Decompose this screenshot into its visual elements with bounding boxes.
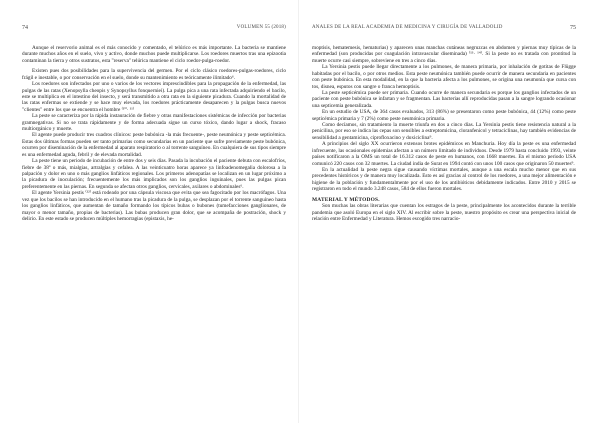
page-gutter [298,0,299,423]
paragraph: En la actualidad la peste negra sigue causando víctimas mortales, aunque a una escala mucho menor que en sus precedentes históricos y de manera muy localizada. Esto es así gracias al control de los roedores, a una mejor alimentación e higiene de la población y fundamentalmente por el uso de los antibióticos debidamente indicados. Entre 2010 y 2015 se registraron en todo el mundo 3.248 casos, 584 de ellos fueron mortales. [312,167,576,193]
paragraph: moptisis, hematemesis, hematurias) y aparecen unas manchas cutáneas negruzcas en abdomen y piernas muy típicas de la enfermedad (son producidas por coagulación intravascular diseminada) ⁽¹³· ¹⁴⁾. Si la peste no es tratada con prontitud la muerte ocurre casi siempre, sobreviene en tres a cinco días. [312,45,576,64]
right-page-body [312,45,576,222]
paragraph: A principios del siglo XX ocurrieron extensos brotes epidémicos en Manchuria. Hoy día la peste es una enfermedad infrecuente, las ocasionales epidemias afectan a un número limitado de individuos. Desde 1979 hasta concluido 1993, veinte países notificaron a la OMS un total de 16.312 casos de peste en humanos, con 1668 muertes. En el mismo periodo USA comunicó 220 casos con 32 muertes. La ciudad india de Surat en 1994 contó con unos 100 casos que originaron 50 muertes⁹. [312,141,576,167]
right-page-header [312,25,576,39]
paragraph: La peste septicémica puede ser primaria. Cuando ocurre de manera secundaria es porque los ganglios infectados de un paciente con peste bubónica se infartan y se fragmentan. Las bacterias allí reproducidas pasan a la sangre logrando ocasionar una septicemia generalizada. [312,89,576,109]
paragraph: La Yersinia pestis puede llegar directamente a los pulmones, de manera primaria, por inhalación de gotitas de Flügge habitadas por el bacilo, o por otros medios. Esta peste neumónica también puede ocurrir de manera secundaria en pacientes con peste bubónica. En esta modalidad, en la que la bacteria afecta a los pulmones, se origina una neumonía que cursa con tos, disnea, esputos con sangre o franca hemoptisis. [312,64,576,90]
left-running-head: VOLUMEN 55 (2018) [236,25,286,30]
paragraph: Existen pues dos posibilidades para la supervivencia del germen. Por el ciclo clásico roedores-pulgas-roedores, ciclo frágil e inestable, o por conservación en el suelo, donde su mantenimiento es teóricamente ilimitado⁶. [22,68,286,81]
paragraph: El agente puede producir tres cuadros clínicos: peste bubónica -la más frecuente-, peste neumónica y peste septicémica. Estas dos últimas formas pueden ser tanto primarias como secundarias en un paciente que sufre previamente peste bubónica, ocurren por diseminación de la enfermedad al aparato respiratorio o al torrente sanguíneo. En cualquiera de sus tipos siempre es una enfermedad aguda, febril y de elevada mortalidad. [22,132,286,158]
paragraph: Aunque el reservorio animal es el más conocido y comentado, el telúrico es más importante. La bacteria se mantiene durante muchos años en el suelo, vivo y activo, donde muchos puede multiplicarse. Los roedores muertos tras una epizootia contaminan la tierra y otros sustratos, esta "reserva" telúrica mantiene el ciclo roedor-pulga-roedor. [22,45,286,64]
right-running-head: ANALES DE LA REAL ACADEMIA DE MEDICINA Y CIRUGÍA DE VALLADOLID [312,25,503,30]
left-page-body [22,45,286,222]
right-page-number: 75 [570,25,576,31]
left-page-header [22,25,286,39]
paragraph: Son muchas las obras literarias que cuentan los estragos de la peste, principalmente los acontecidos durante la terrible pandemia que asoló Europa en el siglo XIV. Al escribir sobre la peste, nuestro propósito es crear una perspectiva inicial de relación entre Enfermedad y Literatura. Hemos escogido tres narracio- [312,203,576,222]
left-page-number: 74 [22,25,28,31]
left-page [22,0,286,423]
paragraph: Como decíamos, sin tratamiento la muerte triunfa en dos a cinco días. La Yersinia pestis tiene resistencia natural a la penicilina, por eso se indica las cepas son sensibles a estreptomicina, cloranfenicol y tetraciclinas, hay también evidencias de sensibilidad a gentamicina, ciprofloxacino y doxiciclina⁹. [312,122,576,141]
paragraph: Los roedores son infectados por uno o varios de los vectores imprescindibles para la propagación de la enfermedad, las pulgas de las ratas (Xenopsylla cheopis y Synopsyllus fonquerniei). La pulga pica a una rata infectada adquiriendo el bacilo, este se multiplica en el intestino del insecto, y será transmitido a otra rata en la siguiente picadura. Cuando la mortalidad de las ratas enfermas se extiende y se hace muy elevada, los roedores prácticamente desaparecen y la pulgas busca nuevos "clientes" entre los que se encuentra el hombre ⁽¹⁰· ¹¹⁾ [22,81,286,113]
paragraph: La peste tiene un periodo de incubación de entre dos y seis días. Pasada la incubación el paciente debuta con escalofríos, fiebre de 38º o más, mialgias, artralgias y cefalea. A las veinticuatro horas aparece ya linfoadenomegalia dolorosa a la palpación y dolor en uno o más ganglios linfáticos regionales. Los primeros adenopatías se localizan en un lugar próximo a la picadura de inoculación; frecuentemente los más implicados son los ganglios inguinales, pues las pulgas pican preferentemente en las piernas. En segunda se afectan otros ganglios, cervicales, axilares o abdominales⁶. [22,158,286,190]
paragraph: En un estudio de USA, de 364 casos evaluados, 313 (86%) se presentaron como peste bubónica, 44 (12%) como peste septicémica primaria y 7 (2%) como peste neumónica primaria. [312,109,576,122]
paragraph: El agente Yersinia pestis ⁽¹²⁾ está rodeado por una cápsula viscosa que evita que sea fagocitado por los macrófagos. Una vez que los bacilos se han introducido en el humano tras la picadura de la pulga, se desplazan por el torrente sanguíneo hasta los ganglios linfáticos, que aumentan de tamaño formando los típicos bubas o bubones (tumefacciones ganglionares, de mayor o menor tamaño, propias de bacterias). Las bubas producen gran dolor, que se acompaña de postración, shock y delirio. En este estado se producen múltiples hemorragias (epistaxis, he- [22,190,286,222]
section-heading: MATERIAL Y MÉTODOS. [312,196,380,203]
right-page [312,0,576,423]
paragraph: La peste se caracteriza por la rápida instauración de fiebre y otras manifestaciones sistémicas de infección por bacterias gramnegativas. Si no se trata rápidamente y de forma adecuada sigue un curso tóxico, dando lugar a shock, fracaso multiorgánico y muerte. [22,113,286,133]
